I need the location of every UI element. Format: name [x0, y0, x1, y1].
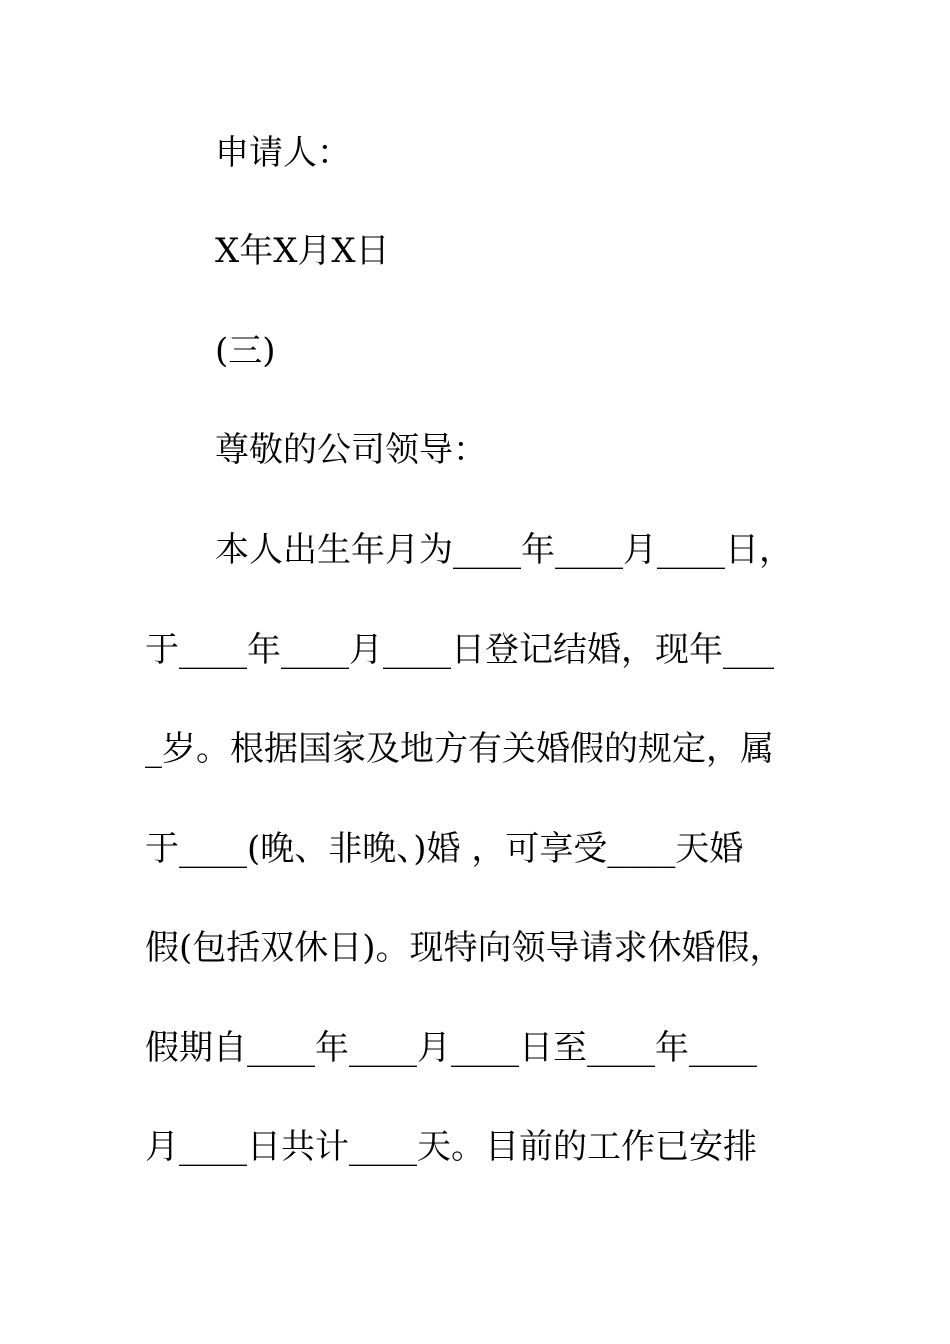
body-text-line: 月____日共计____天。目前的工作已安排 [145, 1127, 757, 1167]
section-number: (三) [215, 331, 276, 371]
body-text-line: 假(包括双休日)。现特向领导请求休婚假， [145, 928, 784, 968]
body-text-line: 本人出生年月为____年____月____日， [215, 530, 793, 570]
date-line: X年X月X日 [215, 231, 390, 271]
body-text-line: 于____(晚、非晚、)婚 ，可享受____天婚 [145, 829, 744, 869]
body-text-line: 于____年____月____日登记结婚，现年___ [145, 630, 774, 670]
applicant-label: 申请人： [215, 133, 351, 173]
salutation: 尊敬的公司领导： [215, 430, 487, 470]
body-text-line: _岁。根据国家及地方有关婚假的规定，属 [145, 729, 774, 769]
body-text-line: 假期自____年____月____日至____年____ [145, 1028, 757, 1068]
